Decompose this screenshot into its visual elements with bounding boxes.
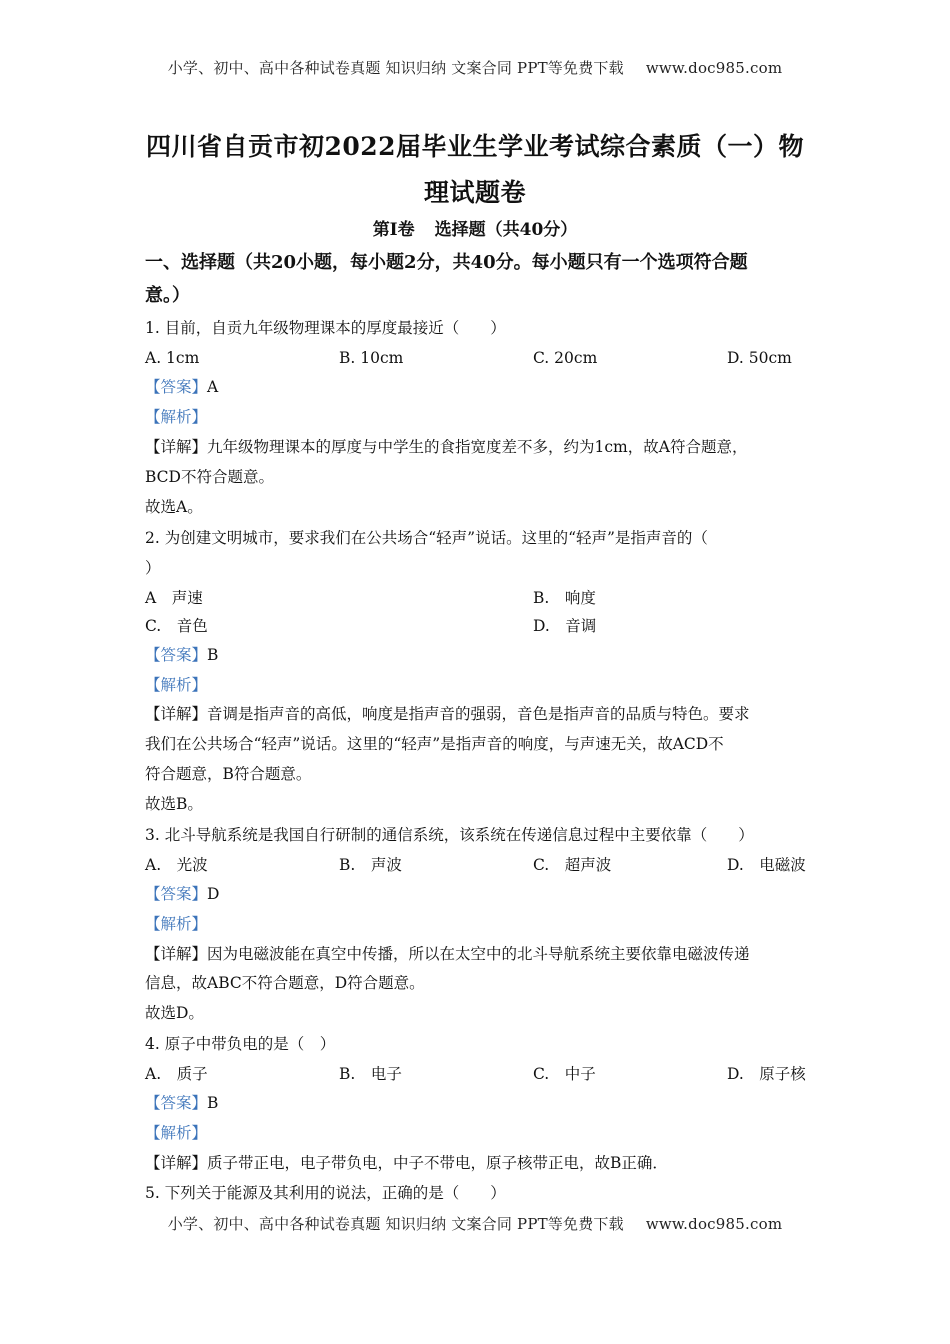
exam-title-line-2: 理试题卷 — [423, 178, 526, 207]
q2-answer-value: B — [207, 646, 219, 664]
q2-option-d: D. 音调 — [533, 617, 597, 635]
q3-answer — [145, 882, 219, 906]
q2-conclusion: 故选B。 — [145, 795, 203, 813]
q3-detail-line-2: 信息，故ABC不符合题意，D符合题意。 — [145, 974, 425, 992]
q1-conclusion: 故选A。 — [145, 498, 203, 516]
q1-analysis-label: 【解析】 — [145, 408, 208, 426]
q1-stem: 1. 目前，自贡九年级物理课本的厚度最接近（ ） — [145, 319, 506, 337]
q1-detail-text: 九年级物理课本的厚度与中学生的食指宽度差不多，约为1cm，故A符合题意， — [207, 438, 748, 456]
q1-option-b: B. 10cm — [339, 349, 404, 367]
q1-detail-line-1 — [145, 435, 747, 459]
q3-detail-line-1 — [145, 942, 750, 966]
q1-option-a: A. 1cm — [145, 349, 200, 367]
q3-answer-value: D — [207, 885, 220, 903]
q4-detail-line-1 — [145, 1151, 668, 1175]
q4-option-a: A. 质子 — [145, 1065, 208, 1083]
q2-analysis-label: 【解析】 — [145, 676, 208, 694]
q4-detail-text: 质子带正电，电子带负电，中子不带电，原子核带正电，故B正确． — [207, 1154, 668, 1172]
q4-analysis-label: 【解析】 — [145, 1124, 208, 1142]
q2-option-a: A 声速 — [145, 589, 203, 607]
q3-detail-text: 因为电磁波能在真空中传播，所以在太空中的北斗导航系统主要依靠电磁波传递 — [207, 945, 750, 963]
q2-stem-line-1: 2. 为创建文明城市，要求我们在公共场合“轻声”说话。这里的“轻声”是指声音的（ — [145, 529, 708, 547]
detail-label: 【详解】 — [145, 945, 208, 963]
q4-option-b: B. 电子 — [339, 1065, 402, 1083]
q2-answer — [145, 643, 218, 667]
footer-url[interactable]: www.doc985.com — [645, 1215, 783, 1233]
q3-option-d: D. 电磁波 — [727, 856, 806, 874]
section-heading-line-1: 一、选择题（共20小题，每小题2分，共40分。每小题只有一个选项符合题 — [145, 252, 748, 273]
part-description: 选择题（共40分） — [434, 220, 578, 240]
header-text: 小学、初中、高中各种试卷真题 知识归纳 文案合同 PPT等免费下载 — [167, 59, 624, 77]
q2-stem-line-2: ） — [145, 559, 161, 577]
q2-detail-line-1 — [145, 702, 750, 726]
q3-option-a: A. 光波 — [145, 856, 208, 874]
q3-analysis-label: 【解析】 — [145, 915, 208, 933]
part-heading — [0, 216, 950, 244]
q1-answer — [145, 375, 218, 399]
part-number: 第I卷 — [372, 220, 415, 240]
q4-answer-value: B — [207, 1094, 219, 1112]
answer-label: 【答案】 — [145, 885, 208, 903]
q2-detail-text: 音调是指声音的高低，响度是指声音的强弱，音色是指声音的品质与特色。要求 — [207, 705, 750, 723]
q2-detail-line-2: 我们在公共场合“轻声”说话。这里的“轻声”是指声音的响度，与声速无关，故ACD不 — [145, 735, 724, 753]
page-footer — [0, 1213, 950, 1234]
answer-label: 【答案】 — [145, 646, 208, 664]
q1-option-c: C. 20cm — [533, 349, 598, 367]
q3-conclusion: 故选D。 — [145, 1004, 204, 1022]
q1-option-d: D. 50cm — [727, 349, 792, 367]
q1-answer-value: A — [207, 378, 219, 396]
q2-option-b: B. 响度 — [533, 589, 596, 607]
exam-title-line-1: 四川省自贡市初2022届毕业生学业考试综合素质（一）物 — [145, 132, 805, 161]
q3-stem: 3. 北斗导航系统是我国自行研制的通信系统，该系统在传递信息过程中主要依靠（ ） — [145, 826, 754, 844]
page-header — [0, 57, 950, 78]
answer-label: 【答案】 — [145, 378, 208, 396]
section-heading-line-2: 意。） — [145, 285, 190, 306]
q2-option-c: C. 音色 — [145, 617, 208, 635]
q4-option-c: C. 中子 — [533, 1065, 596, 1083]
footer-text: 小学、初中、高中各种试卷真题 知识归纳 文案合同 PPT等免费下载 — [167, 1215, 624, 1233]
answer-label: 【答案】 — [145, 1094, 208, 1112]
q4-stem: 4. 原子中带负电的是（ ） — [145, 1035, 336, 1053]
q5-stem: 5. 下列关于能源及其利用的说法，正确的是（ ） — [145, 1184, 506, 1202]
q4-answer — [145, 1091, 218, 1115]
detail-label: 【详解】 — [145, 1154, 208, 1172]
detail-label: 【详解】 — [145, 705, 208, 723]
q3-option-c: C. 超声波 — [533, 856, 612, 874]
q2-detail-line-3: 符合题意，B符合题意。 — [145, 765, 312, 783]
q3-option-b: B. 声波 — [339, 856, 402, 874]
q1-detail-line-2: BCD不符合题意。 — [145, 468, 274, 486]
header-url[interactable]: www.doc985.com — [645, 59, 783, 77]
detail-label: 【详解】 — [145, 438, 208, 456]
q4-option-d: D. 原子核 — [727, 1065, 806, 1083]
